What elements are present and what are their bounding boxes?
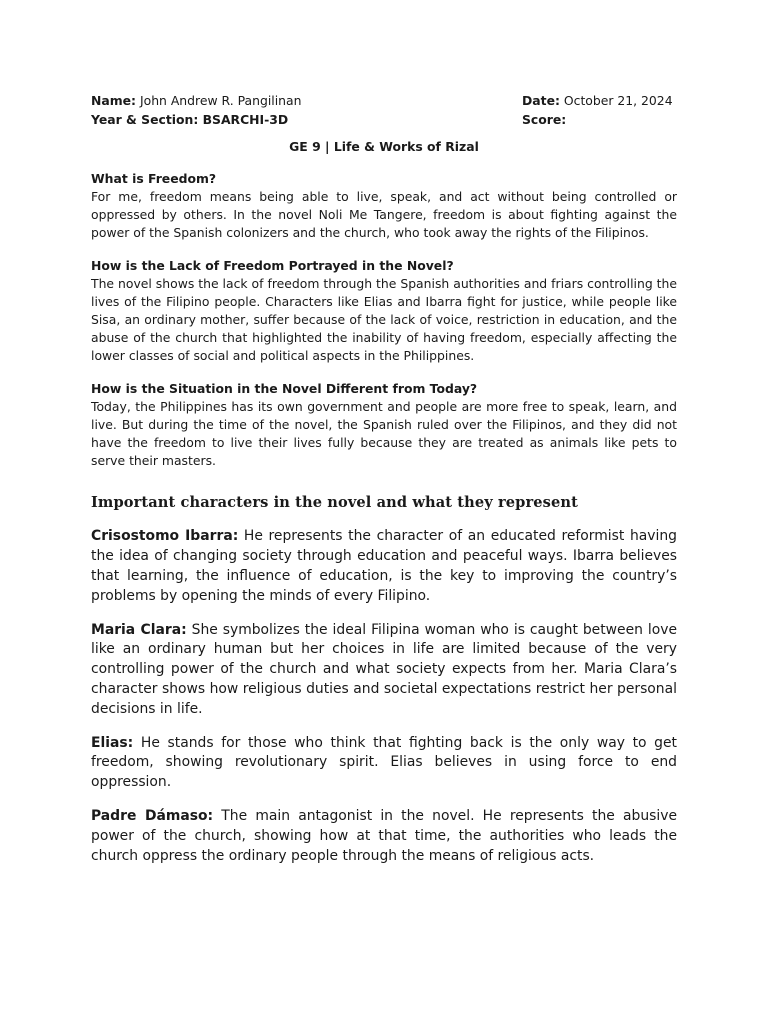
course-title: GE 9 | Life & Works of Rizal	[289, 139, 479, 154]
header-row-2	[91, 110, 677, 129]
question-heading: How is the Lack of Freedom Portrayed in the Novel?	[91, 257, 454, 273]
character-name: Maria Clara:	[91, 621, 187, 638]
question-heading: What is Freedom?	[91, 171, 217, 186]
character-entry-ibarra	[91, 527, 677, 606]
character-name: Elias:	[91, 734, 134, 751]
character-entry-elias	[91, 734, 677, 793]
name-value: John Andrew R. Pangilinan	[136, 93, 302, 108]
score-label: Score:	[522, 112, 567, 127]
question-heading: How is the Situation in the Novel Different from Today?	[91, 380, 478, 396]
character-name: Padre Dámaso:	[91, 808, 214, 824]
question-body: The novel shows the lack of freedom through the Spanish authorities and friars controlling the lives of the Filipino people. Characters like Elias and Ibarra fight for justice, while people like Sisa, an ordinary mother, suffer because of the lack of voice, restriction in education, and the abuse of the church that highlighted the inability of having freedom, especially affecting the lower classes of social and political aspects in the Philippines.	[91, 275, 677, 364]
question-body: Today, the Philippines has its own government and people are more free to speak, learn, and live. But during the time of the novel, the Spanish ruled over the Filipinos, and they did not have the freedom to live their lives fully because they are treated as animals like pets to serve their masters.	[91, 398, 677, 469]
section-value: BSARCHI-3D	[198, 112, 289, 127]
section-label: Year & Section:	[91, 112, 199, 127]
question-body: For me, freedom means being able to live, speak, and act without being controlled or oppressed by others. In the novel Noli Me Tangere, freedom is about fighting against the power of the Spanish colonizers and the church, who took away the rights of the Filipinos.	[91, 189, 677, 241]
characters-section-title: Important characters in the novel and what they represent	[91, 494, 578, 512]
date-value: October 21, 2024	[559, 93, 673, 108]
character-description: The main antagonist in the novel. He represents the abusive power of the church, showing how at that time, the authorities who leads the church oppress the ordinary people through the means of religious acts.	[91, 808, 677, 864]
section-field	[91, 110, 491, 129]
question-section	[91, 257, 677, 366]
name-field	[91, 91, 491, 110]
name-label: Name:	[91, 93, 137, 108]
character-description: He represents the character of an educated reformist having the idea of changing society through education and peaceful ways. Ibarra believes that learning, the influence of education, is the key to improving the country’s problems by opening the minds of every Filipino.	[91, 528, 677, 604]
question-section	[91, 380, 677, 471]
character-name: Crisostomo Ibarra:	[91, 528, 239, 545]
question-section	[91, 170, 677, 243]
character-description: He stands for those who think that fighting back is the only way to get freedom, showing revolutionary spirit. Elias believes in using force to end oppression.	[91, 734, 677, 791]
date-field	[522, 91, 677, 110]
character-description: She symbolizes the ideal Filipina woman who is caught between love like an ordinary human but her choices in life are limited because of the very controlling power of the church and what society expects from her. Maria Clara’s character shows how religious duties and societal expectations restrict her personal decisions in life.	[91, 621, 677, 717]
date-label: Date:	[522, 93, 560, 108]
header-row-1	[91, 91, 677, 110]
character-entry-maria-clara	[91, 621, 677, 720]
document-page	[91, 91, 677, 866]
character-entry-padre-damaso	[91, 807, 677, 866]
score-field	[522, 110, 677, 129]
